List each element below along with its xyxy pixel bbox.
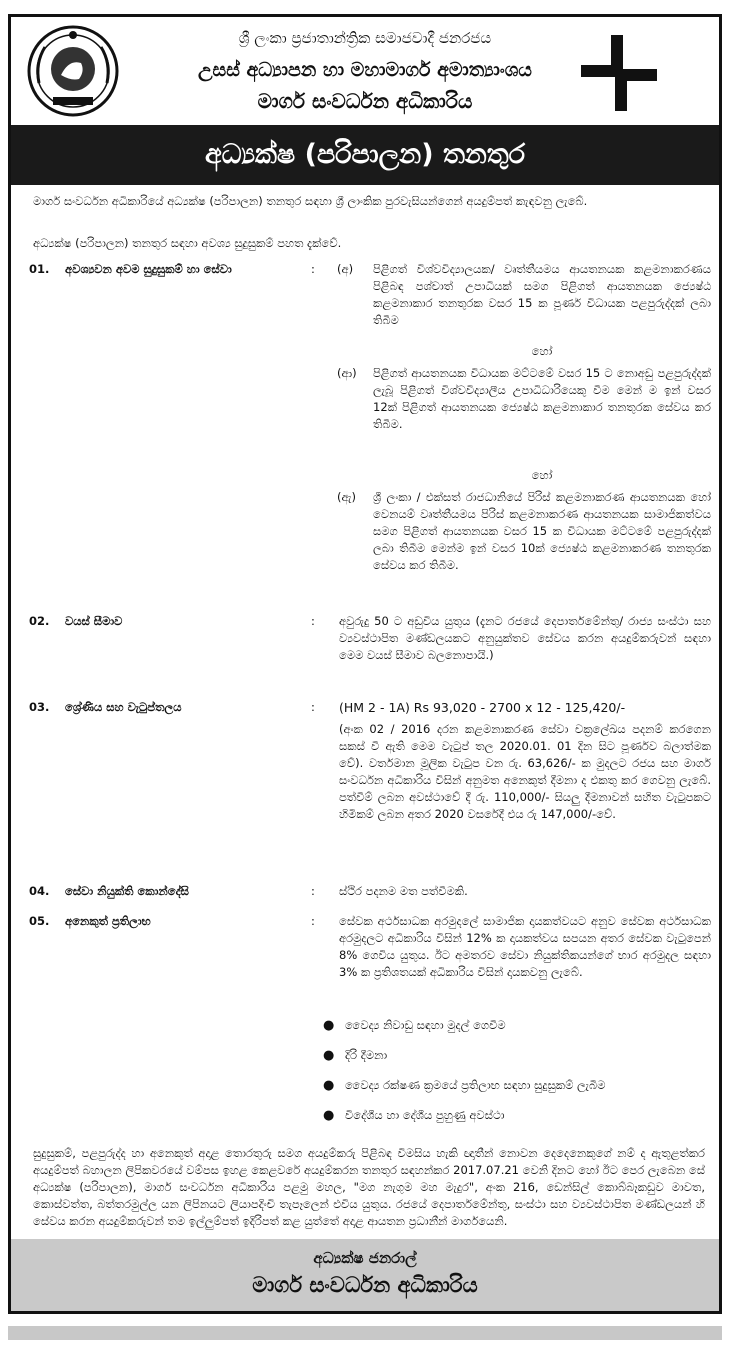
section-colon: :: [311, 884, 315, 898]
bullet-icon: ●: [323, 1078, 335, 1093]
section-title: අවශ්‍යවන අවම සුදුසුකම් හා සේවා: [65, 262, 232, 276]
intro-paragraph: මාර්ග සංවර්ධන අධිකාරියේ අධ්‍යක්ෂ (පරිපාලන) තනතුර සඳහා ශ්‍රී ලාංකික පුරවැසියන්ගෙන් අයදුම්පත් කැඳවනු ලැබේ.: [33, 194, 588, 208]
item-mark: (අ): [337, 262, 354, 276]
section-number: 05.: [29, 914, 50, 928]
header-authority: මාර්ග සංවර්ධන අධිකාරිය: [257, 89, 473, 113]
item-text: පිළිගත් ආයතනයක විධායක මට්ටමේ වසර 15 ට නොඅඩු පළපුරුද්දක් ලැබූ පිළිගත් විශ්වවිද්‍යාලීය උපාධිධාරියෙකු වීම මෙන් ම ඉන් වසර 12ක් පිළිගත් ආයතනයක ජ්‍යෙෂ්ඨ කළමනාකාර තනතුරක සේවය කර තිබීම.: [373, 366, 711, 431]
age-limit-text: අවුරුදු 50 ට අඩුවිය යුතුය (දැනට රජයේ දෙපාර්තමේන්තු/ රාජ්‍ය සංස්ථා සහ ව්‍යවස්ථාපිත මණ්ඩලයකට අනුයුක්තව සේවය කරන අයදුම්කරුවන් සඳහා මෙම වයස් සීමාව බලනොපායි.): [339, 614, 711, 662]
bullet-icon: ●: [323, 1018, 335, 1033]
section-title: අනෙකුත් ප්‍රතිලාභ: [65, 914, 151, 928]
section-number: 03.: [29, 700, 50, 714]
position-title: අධ්‍යක්ෂ (පරිපාලන) තනතුර: [11, 125, 719, 185]
or-separator: හෝ: [531, 344, 553, 358]
section-colon: :: [311, 262, 315, 276]
bottom-strip: [8, 1326, 722, 1340]
section-title: වයස් සීමාව: [65, 614, 123, 628]
salary-scale: (HM 2 - 1A) Rs 93,020 - 2700 x 12 - 125,420/-: [339, 700, 626, 715]
benefits-text: සේවක අර්ථසාධක අරමුදලේ සාමාජික දායකත්වයට අනුව සේවක අර්ථසාධක අරමුදලට අධිකාරිය විසින් 12% ක දායකත්වය සපයන අතර සේවක වැටුපෙන් 8% ගෙවිය යුතුය. ඊට අමතරව සේවා නියුක්තිකයන්ගේ භාර අරමුදල සඳහා 3% ක ප්‍රතිශතයක් අධිකාරිය විසින් දායකවනු ලැබේ.: [339, 914, 711, 979]
service-condition-text: ස්ථිර පදනම මත පත්වීමකි.: [339, 884, 468, 898]
footer-designation: අධ්‍යක්ෂ ජනරාල්: [313, 1249, 417, 1267]
or-separator: හෝ: [531, 468, 553, 482]
salary-text: (අංක 02 / 2016 දරන කළමනාකරණ සේවා චක්‍රලේඛය පදනම් කරගෙන සකස් වී ඇති මෙම වැටුප් තල 2020.01. 01 දින සිට පූර්ණව බලාත්මක වේ). වර්තමාන මූලික වැටුප වන රු. 63,626/- ක මුදලට රජය සහ මාර්ග සංවර්ධන අධිකාරිය විසින් අනුමත අනෙකුත් දීමනා ද එකතු කර ගෙවනු ලැබේ. පත්වීම් ලබන අවස්ථාවේ දී රු. 110,000/- සියලු දීමනාවන් සහිත වැටුපකට හිමිකම් ලබන අතර 2020 වසරේදී එය රු 147,000/-වේ.: [339, 722, 711, 821]
footer-signature: [11, 1239, 719, 1311]
rda-logo-icon: [581, 35, 657, 111]
item-mark: (ආ): [337, 366, 357, 380]
bullet-icon: ●: [323, 1048, 335, 1063]
application-instructions: සුදුසුකම්, පළපුරුද්ද හා අනෙකුත් අදාළ තොරතුරු සමග අයදුම්කරු පිළිබඳ විමසිය හැකි ඥාතීන් නොවන දෙදෙනෙකුගේ නම් ද ඇතුළත්කර අයදුම්පත් බහාලන ලිපිකවරයේ වම්පස ඉහළ කෙළවරේ අයදුම්කරන තනතුර සඳහන්කර 2017.07.21 වෙනි දිනට හෝ ඊට පෙර ලැබෙන සේ අධ්‍යක්ෂ (පරිපාලන), මාර්ග සංවර්ධන අධිකාරිය පළමු මහල, "මග නැගුම මහ මැදුර", අංක 216, ඩෙන්සිල් කොබ්බෑකඩුව මාවත, කොස්වත්ත, බත්තරමුල්ල යන ලිපිනයට ලියාපදිංචි තැපෑලෙන් එවිය යුතුය. රජයේ දෙපාර්තමේන්තු, සංස්ථා සහ ව්‍යවස්ථාපිත මණ්ඩලයන් හි සේවය කරන අයදුම්කරුවන් තම ඉල්ලුම්පත් ඉදිරිපත් කළ යුත්තේ අදාළ ආයතන ප්‍රධානීන් මාර්ගයෙනි.: [33, 1146, 705, 1228]
section-colon: :: [311, 914, 315, 928]
bullet-icon: ●: [323, 1108, 335, 1123]
section-number: 01.: [29, 262, 50, 276]
section-colon: :: [311, 700, 315, 714]
section-colon: :: [311, 614, 315, 628]
section-number: 04.: [29, 884, 50, 898]
section-number: 02.: [29, 614, 50, 628]
header: [11, 17, 719, 125]
item-mark: (ඇ): [337, 490, 356, 504]
advertisement-frame: [8, 14, 722, 1314]
benefit-item: වෛද්‍ය නිවාඩු සඳහා මුදල් ගෙවීම: [345, 1018, 506, 1032]
footer-authority: මාර්ග සංවර්ධන අධිකාරිය: [252, 1273, 478, 1297]
item-text: පිළිගත් විශ්වවිද්‍යාලයක/ වෘත්තීයමය ආයතනයක කළමනාකරණය පිළිබඳ පශ්චාත් උපාධියක් සමග පිළිගත් ආයතනයක ජ්‍යෙෂ්ඨ කළමනාකාර තනතුරක වසර 15 ක පූර්ණ විධායක පළපුරුද්දක් ලබා තිබීම: [373, 262, 711, 327]
section-title: සේවා නියුක්ති කොන්දේසි: [65, 884, 189, 898]
header-ministry: උසස් අධ්‍යාපන හා මහාමාර්ග අමාත්‍යාංශය: [198, 59, 532, 81]
section-title: ශ්‍රේණිය සහ වැටුප්තලය: [65, 700, 182, 714]
benefit-item: විදේශීය හා දේශීය පුහුණු අවස්ථා: [345, 1108, 505, 1122]
benefit-item: දිරි දීමනා: [345, 1048, 388, 1062]
item-text: ශ්‍රී ලංකා / එක්සත් රාජධානියේ පිරිස් කළමනාකරණ ආයතනයක හෝ වෙනයම් වෘත්තීයමය පිරිස් කළමනාකරණ ආයතනයක සාමාජිකත්වය සමග පිළිගත් ආයතනයක වසර 15 ක විධායක මට්ටමේ පළපුරුද්දක් ලබා තිබීම මෙන්ම ඉන් වසර 10ක් ජ්‍යෙෂ්ඨ කළමනාකරණ තනතුරක සේවය කර තිබීම.: [373, 490, 711, 572]
header-country: ශ්‍රී ලංකා ප්‍රජාතාන්ත්‍රික සමාජවාදී ජනරජය: [238, 29, 492, 47]
benefit-item: වෛද්‍ය රක්ෂණ ක්‍රමයේ ප්‍රතිලාභ සඳහා සුදුසුකම් ලැබීම: [345, 1078, 606, 1092]
intro-requirements: අධ්‍යක්ෂ (පරිපාලන) තනතුර සඳහා අවශ්‍ය සුදුසුකම් පහත දැක්වේ.: [33, 236, 342, 250]
